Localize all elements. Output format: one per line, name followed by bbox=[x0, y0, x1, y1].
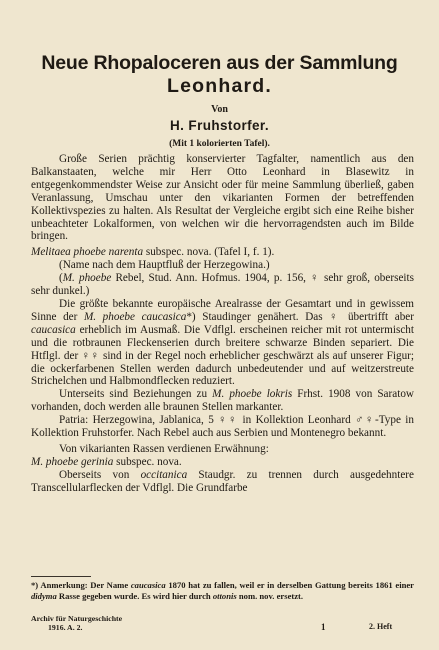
species2-rest: subspec. nova. bbox=[113, 455, 182, 468]
patria-paragraph: Patria: Herzegowina, Jablanica, 5 ♀♀ in Kollektion Leonhard ♂♀-Type in Kollektion Fruhstorfer. Nach Rebel auch aus Serbien und Montenegro bekannt. bbox=[31, 414, 414, 440]
synonym-paragraph: (M. phoebe Rebel, Stud. Ann. Hofmus. 1904, p. 156, ♀ sehr groß, oberseits sehr dunkel.) bbox=[31, 272, 414, 298]
gerinia-description bbox=[31, 469, 414, 495]
relation-paragraph bbox=[31, 388, 414, 414]
gerinia-text-a: Oberseits von bbox=[59, 468, 141, 481]
species-heading-gerinia bbox=[31, 456, 414, 469]
footnote-text-a: *) Anmerkung: Der Name bbox=[31, 580, 131, 590]
relation-italic: M. phoebe lokris bbox=[212, 388, 293, 401]
species2-name: M. phoebe gerinia bbox=[31, 455, 114, 468]
title-line-2: Leonhard. bbox=[166, 75, 273, 97]
description-text-a: Die größte bekannte europäische Arealrasse der Gesamtart und in gewissem Sinne der bbox=[31, 297, 414, 323]
footnote bbox=[31, 580, 414, 601]
relation-text-a: Unterseits sind Beziehungen zu bbox=[59, 388, 213, 401]
footnote-italic-1: caucasica bbox=[130, 580, 166, 590]
journal-year: 1916. A. 2. bbox=[48, 623, 83, 633]
description-paragraph bbox=[31, 298, 414, 388]
species-name: Melitaea phoebe narenta bbox=[31, 246, 144, 259]
article-title bbox=[20, 52, 419, 98]
footnote-rule bbox=[31, 576, 91, 577]
footnote-italic-3: ottonis bbox=[212, 590, 237, 601]
species-rest: subspec. nova. (Tafel I, f. 1). bbox=[143, 246, 275, 259]
description-italic-a: M. phoebe caucasica bbox=[83, 310, 187, 323]
footnote-text-b: 1870 hat zu fallen, weil er in derselben Gattung bereits 1861 einer bbox=[165, 580, 414, 590]
issue-label: 2. Heft bbox=[369, 622, 393, 631]
description-text-b: *) Staudinger genähert. Das ♀ übertrifft aber bbox=[186, 310, 414, 323]
synonym-name: M. phoebe bbox=[62, 272, 112, 285]
species-heading-narenta bbox=[31, 246, 414, 259]
journal-name: Archiv für Naturgeschichte bbox=[31, 614, 123, 623]
title-line-1: Neue Rhopaloceren aus der Sammlung bbox=[41, 52, 398, 74]
description-italic-b: caucasica bbox=[31, 323, 76, 336]
footnote-text-c: Rasse gegeben wurde. Es wird hier durch bbox=[56, 590, 213, 601]
etymology-note: (Name nach dem Hauptfluß der Herzegowina.) bbox=[59, 259, 270, 272]
gerinia-italic: occitanica bbox=[140, 468, 188, 481]
footnote-text-d: nom. nov. ersetzt. bbox=[236, 590, 304, 601]
intro-paragraph: Große Serien prächtig konservierter Tagfalter, namentlich aus den Balkanstaaten, welche mir Herr Otto Leonhard in Blasewitz in entgegenkommendster Weise zur Ansicht oder für meine Sammlung überließ, gaben Veranlassung, Umschau unter den vikarianten Formen der betreffenden Kollektivspezies zu halten. Als Resultat der Vergleiche ergibt sich eine Reihe bisher unbeachteter Lokalformen, von welchen wir die hervorragendsten auch im Bilde bringen. bbox=[31, 153, 414, 243]
article-body bbox=[31, 153, 414, 495]
synonym-rest: Rebel, Stud. Ann. Hofmus. 1904, p. 156, ♀ sehr groß, oberseits sehr dunkel.) bbox=[31, 272, 414, 298]
vikar-paragraph: Von vikarianten Rassen verdienen Erwähnung: bbox=[59, 442, 269, 455]
author-name: H. Fruhstorfer. bbox=[169, 118, 269, 133]
plate-note: (Mit 1 kolorierten Tafel). bbox=[169, 139, 270, 149]
byline-von: Von bbox=[211, 104, 228, 115]
description-text-c: erheblich im Ausmaß. Die Vdflgl. erscheinen reicher mit rot untermischt und die rotbraunen Fleckenserien durch breitere schwarze Binden separiert. Die Htflgl. der ♀♀ sind in der Regel noch erheblicher geschwärzt als auf unserer Figur; die ockerfarbenen Stellen werden dadurch unbedeutender und auf weitzerstreute Strichelchen und Halbmondflecken reduziert. bbox=[31, 323, 414, 388]
page-number: 1 bbox=[321, 622, 326, 632]
gerinia-text-b: Staudgr. zu trennen durch ausgedehntere Transcellularflecken der Vdflgl. Die Grundfarbe bbox=[31, 468, 414, 494]
journal-info bbox=[31, 614, 122, 633]
relation-text-b: Frhst. 1908 von Saratow vorhanden, doch werden alle braunen Stellen markanter. bbox=[31, 388, 414, 414]
footnote-italic-2: didyma bbox=[31, 590, 57, 601]
